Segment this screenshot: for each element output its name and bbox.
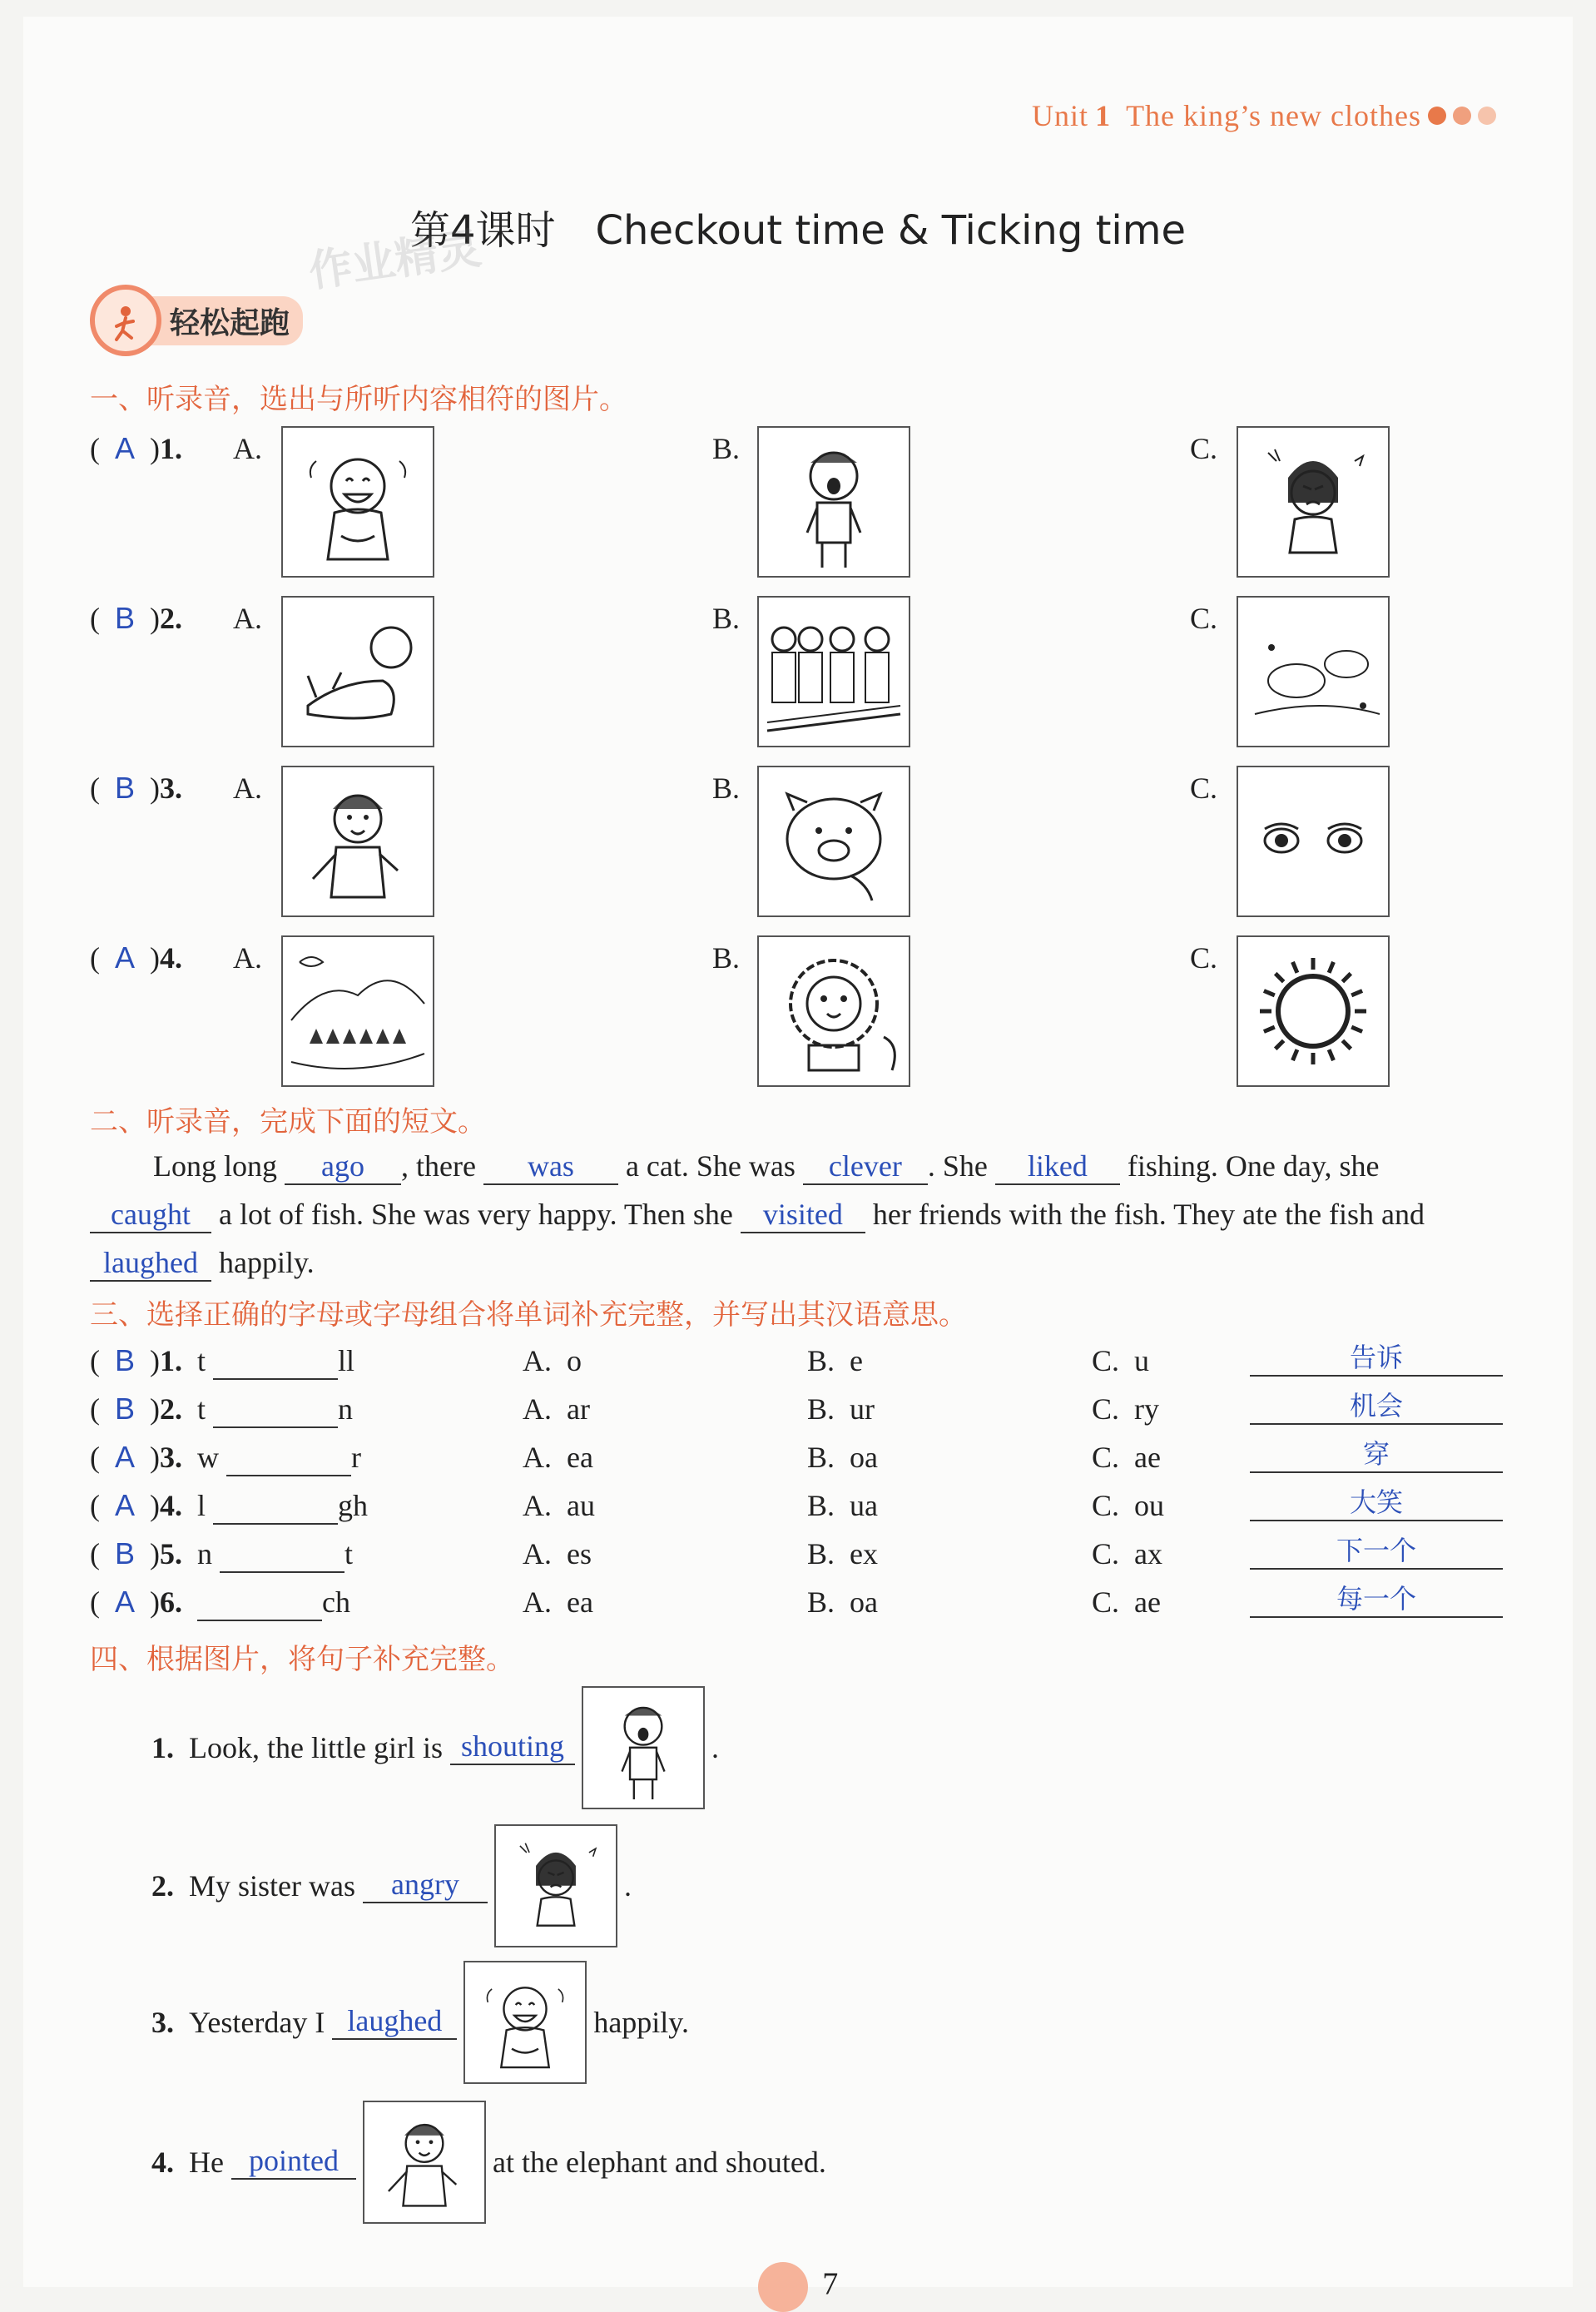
question-number: 2. xyxy=(160,1392,183,1426)
lying-boy-icon xyxy=(281,596,434,747)
question-number: 4. xyxy=(160,1489,183,1522)
laughing-boy-icon xyxy=(463,1961,587,2084)
blank-answer: laughed xyxy=(332,2005,457,2040)
sentence-text: at the elephant and shouted. xyxy=(492,2146,826,2179)
answer-letter: B xyxy=(115,601,136,635)
blank-answer: visited xyxy=(741,1198,865,1233)
option-label: B. xyxy=(712,941,741,975)
page-footer xyxy=(0,2262,1596,2312)
question-number: 1. xyxy=(160,1344,183,1377)
choice-option: C. ou xyxy=(1092,1489,1165,1522)
answer-letter: B xyxy=(115,1392,136,1426)
answer-letter: A xyxy=(115,1440,136,1474)
question-number: 2. xyxy=(151,1869,174,1903)
passage-text: fishing. One day, she xyxy=(1127,1149,1380,1183)
option-label: B. xyxy=(712,432,741,465)
choice-option: A. ea xyxy=(523,1441,593,1474)
blank-answer: shouting xyxy=(450,1730,575,1765)
shouting-girl-icon xyxy=(582,1686,705,1809)
choice-option: A. o xyxy=(523,1344,582,1377)
answer-letter: A xyxy=(115,431,136,465)
choice-option: B. ur xyxy=(807,1392,875,1426)
part4-sentence xyxy=(151,1688,719,1808)
question-number: 4. xyxy=(160,941,183,975)
sentence-text: Yesterday I xyxy=(189,2006,325,2039)
option-label: A. xyxy=(233,771,262,805)
angry-girl-icon xyxy=(494,1824,617,1947)
option-label: A. xyxy=(233,941,262,975)
part1-question-number: ( A )4. xyxy=(90,940,183,975)
blank-answer: liked xyxy=(995,1150,1120,1185)
word-suffix: ch xyxy=(322,1585,350,1619)
runner-icon xyxy=(90,285,161,356)
part3-item: ( A )4. l gh xyxy=(90,1488,368,1525)
watermark: 作业精灵 xyxy=(305,223,484,298)
eyes-icon xyxy=(1237,766,1390,917)
blank-answer: laughed xyxy=(90,1247,211,1282)
header-dot-icon xyxy=(1453,107,1471,125)
sun-icon xyxy=(1237,935,1390,1087)
angry-girl-icon xyxy=(1237,426,1390,578)
chinese-meaning: 机会 xyxy=(1250,1385,1503,1425)
sentence-text: He xyxy=(189,2146,224,2179)
answer-letter: B xyxy=(115,1343,136,1377)
blank-answer: pointed xyxy=(231,2145,356,2180)
choice-option: B. ua xyxy=(807,1489,878,1522)
blank-answer: angry xyxy=(363,1868,488,1903)
landscape-icon xyxy=(281,935,434,1087)
part4-sentence xyxy=(151,1962,689,2082)
choice-option: B. oa xyxy=(807,1585,878,1619)
question-number: 5. xyxy=(160,1537,183,1570)
question-number: 2. xyxy=(160,602,183,635)
section-badge-label: 轻松起跑 xyxy=(150,296,303,345)
question-number: 3. xyxy=(160,1441,183,1474)
pig-icon xyxy=(757,766,910,917)
crowd-icon xyxy=(757,596,910,747)
option-label: A. xyxy=(233,602,262,635)
chinese-meaning: 穿 xyxy=(1250,1433,1503,1473)
part1-question-number: ( B )3. xyxy=(90,771,183,805)
part3-item: ( B )1. t ll xyxy=(90,1343,354,1380)
word-suffix: gh xyxy=(338,1489,369,1522)
passage-text: . She xyxy=(927,1149,988,1183)
choice-option: C. ax xyxy=(1092,1537,1162,1570)
passage-text: a cat. She was xyxy=(625,1149,796,1183)
choice-option: C. ae xyxy=(1092,1585,1161,1619)
word-suffix: t xyxy=(344,1537,354,1570)
blank-answer: clever xyxy=(803,1150,928,1185)
option-label: A. xyxy=(233,432,262,465)
part1-question-number: ( B )2. xyxy=(90,601,183,635)
answer-letter: B xyxy=(115,771,136,805)
part3-heading: 三、选择正确的字母或字母组合将单词补充完整，并写出其汉语意思。 xyxy=(90,1298,967,1332)
chinese-meaning: 每一个 xyxy=(1250,1578,1503,1618)
option-label: C. xyxy=(1190,941,1218,975)
choice-option: A. ar xyxy=(523,1392,590,1426)
part4-sentence xyxy=(151,1826,632,1946)
sentence-text: Look, the little girl is xyxy=(189,1731,443,1764)
lion-icon xyxy=(757,935,910,1087)
choice-option: B. oa xyxy=(807,1441,878,1474)
pointing-boy-icon xyxy=(363,2101,486,2224)
answer-letter: A xyxy=(115,1488,136,1522)
choice-option: B. e xyxy=(807,1344,863,1377)
word-suffix: ll xyxy=(338,1344,355,1377)
part3-item: ( B )5. n t xyxy=(90,1536,353,1573)
choice-option: C. ry xyxy=(1092,1392,1159,1426)
part3-item: ( A )3. w r xyxy=(90,1440,361,1476)
choice-option: B. ex xyxy=(807,1537,878,1570)
word-prefix: n xyxy=(197,1537,213,1570)
section-badge xyxy=(90,285,303,356)
question-number: 4. xyxy=(151,2146,174,2179)
part4-heading: 四、根据图片，将句子补充完整。 xyxy=(90,1643,514,1676)
passage-text: a lot of fish. She was very happy. Then she xyxy=(219,1198,733,1231)
choice-option: A. au xyxy=(523,1489,595,1522)
word-prefix: w xyxy=(197,1441,220,1474)
option-label: B. xyxy=(712,771,741,805)
question-number: 3. xyxy=(151,2006,174,2039)
word-prefix: t xyxy=(197,1392,206,1426)
blank-answer: was xyxy=(483,1150,618,1185)
sentence-text: . xyxy=(624,1869,632,1903)
choice-option: A. ea xyxy=(523,1585,593,1619)
laughing-boy-icon xyxy=(281,426,434,578)
answer-letter: B xyxy=(115,1536,136,1570)
part4-sentence xyxy=(151,2102,826,2222)
passage-text: her friends with the fish. They ate the fish and xyxy=(872,1198,1425,1231)
question-number: 1. xyxy=(160,432,183,465)
choice-option: A. es xyxy=(523,1537,592,1570)
chinese-meaning: 大笑 xyxy=(1250,1481,1503,1521)
option-label: C. xyxy=(1190,602,1218,635)
blank-answer: ago xyxy=(285,1150,401,1185)
header-dot-icon xyxy=(1428,107,1446,125)
shouting-girl-icon xyxy=(757,426,910,578)
part3-item: ( A )6. ch xyxy=(90,1585,350,1621)
page-number: 7 xyxy=(822,2266,839,2302)
part1-heading: 一、听录音，选出与所听内容相符的图片。 xyxy=(90,383,627,416)
answer-letter: A xyxy=(115,1585,136,1619)
unit-number: 1 xyxy=(1095,99,1112,132)
page-title: 第4课时 Checkout time & Ticking time xyxy=(409,207,1187,254)
question-number: 6. xyxy=(160,1585,183,1619)
answer-letter: A xyxy=(115,940,136,975)
option-label: C. xyxy=(1190,771,1218,805)
word-suffix: n xyxy=(338,1392,354,1426)
word-prefix: l xyxy=(197,1489,206,1522)
sentence-text: happily. xyxy=(593,2006,689,2039)
option-label: C. xyxy=(1190,432,1218,465)
passage-text: happily. xyxy=(219,1246,315,1279)
part2-paragraph: Long long ago , there was a cat. She was clever . She liked fishing. One day, she caught a lot of fish. She was very happy. Then she visited her friends with the fish. They ate the fish and laughed happily. xyxy=(90,1142,1504,1287)
chinese-meaning: 告诉 xyxy=(1250,1337,1503,1377)
unit-title: The king’s new clothes xyxy=(1126,99,1421,132)
part2-heading: 二、听录音，完成下面的短文。 xyxy=(90,1105,486,1139)
word-suffix: r xyxy=(351,1441,362,1474)
question-number: 3. xyxy=(160,771,183,805)
mascot-icon xyxy=(758,2262,808,2312)
passage-text: there xyxy=(416,1149,476,1183)
choice-option: C. u xyxy=(1092,1344,1150,1377)
part3-item: ( B )2. t n xyxy=(90,1392,353,1428)
boy-icon xyxy=(281,766,434,917)
question-number: 1. xyxy=(151,1731,174,1764)
blank-answer: caught xyxy=(90,1198,211,1233)
word-prefix: t xyxy=(197,1344,206,1377)
chinese-meaning: 下一个 xyxy=(1250,1530,1503,1570)
header-dot-icon xyxy=(1478,107,1496,125)
passage-text: Long long xyxy=(153,1149,277,1183)
fish-icon xyxy=(1237,596,1390,747)
running-header xyxy=(1032,98,1496,133)
part1-question-number: ( A )1. xyxy=(90,431,183,465)
unit-label: Unit xyxy=(1032,99,1089,132)
option-label: B. xyxy=(712,602,741,635)
sentence-text: My sister was xyxy=(189,1869,355,1903)
sentence-text: . xyxy=(711,1731,719,1764)
choice-option: C. ae xyxy=(1092,1441,1161,1474)
